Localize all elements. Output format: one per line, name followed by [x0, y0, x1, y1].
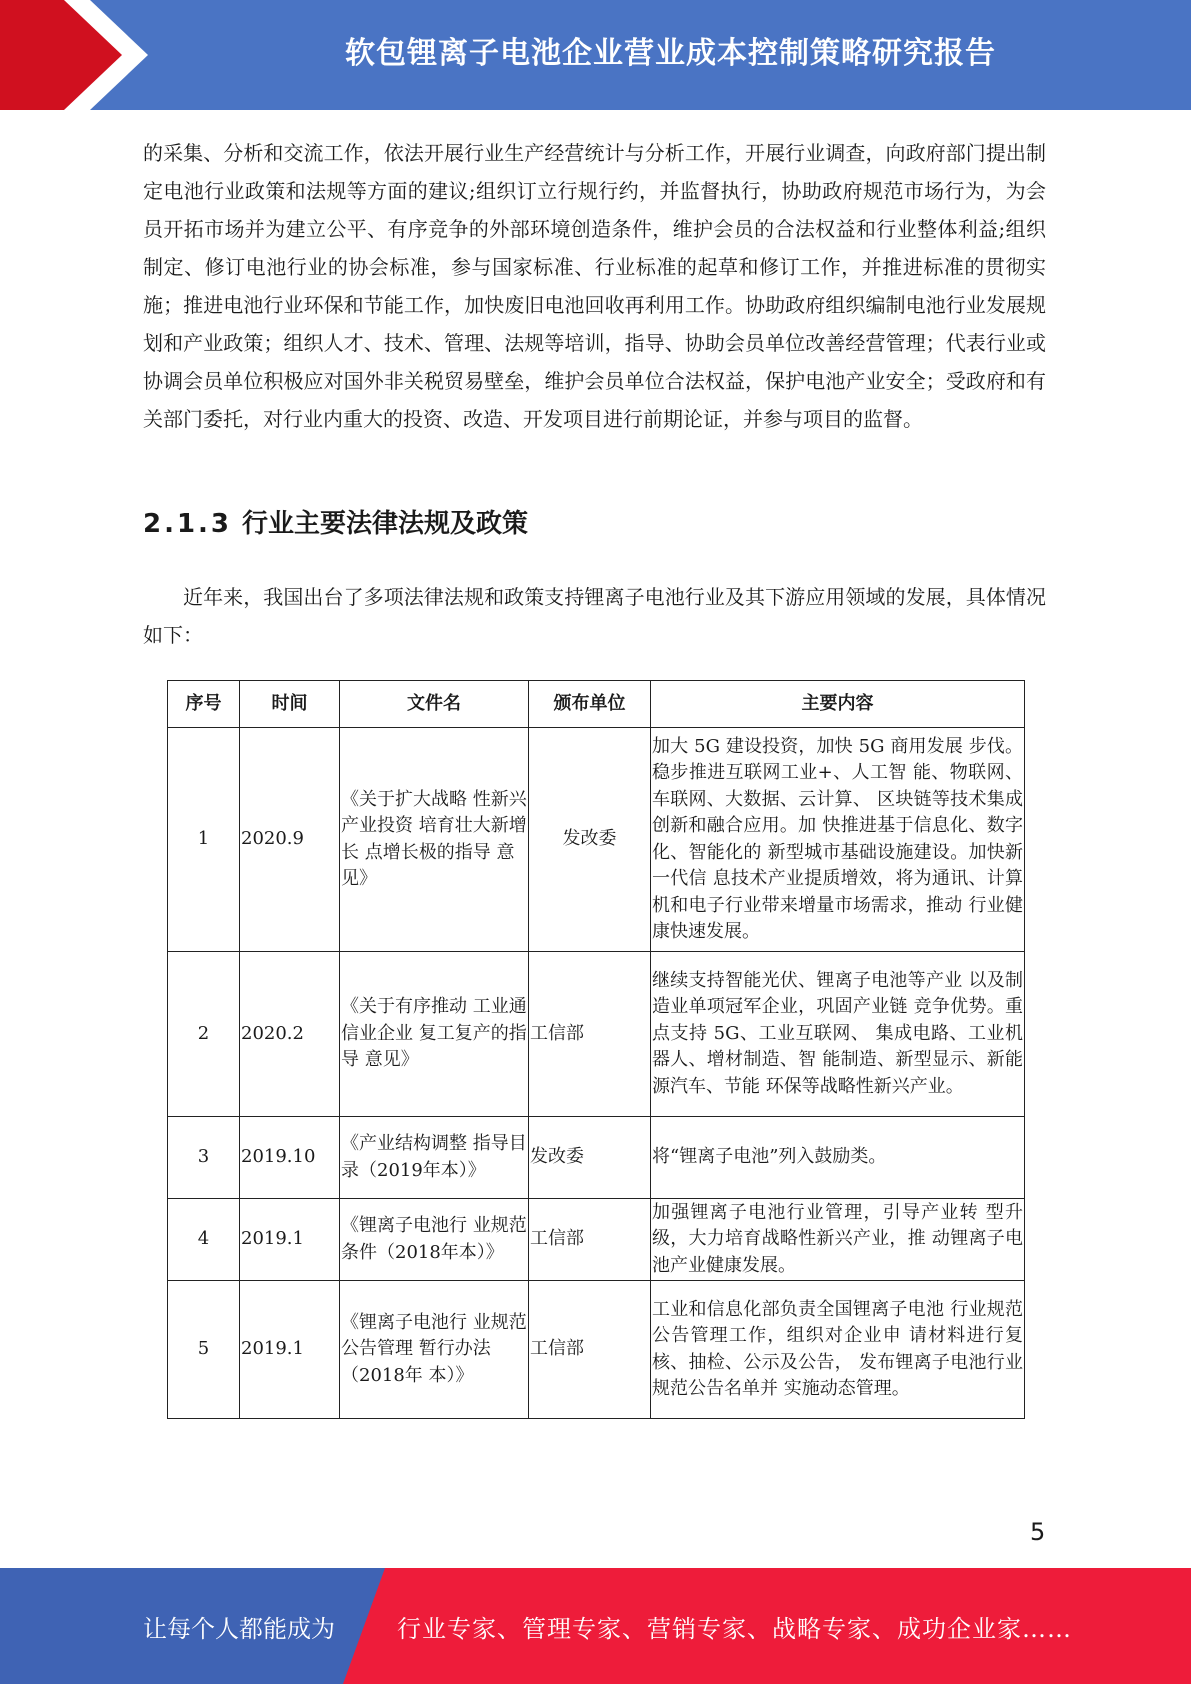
header-issuer: 颁布单位 [529, 681, 651, 728]
header-document-name: 文件名 [340, 681, 529, 728]
table-row [168, 952, 1025, 1117]
table-row [168, 1281, 1025, 1419]
table-row [168, 1199, 1025, 1281]
header-seq: 序号 [168, 681, 240, 728]
cell-document-name: 《锂离子电池行 业规范公告管理 暂行办法（2018年 本）》 [340, 1281, 529, 1419]
cell-main-content: 加大 5G 建设投资，加快 5G 商用发展 步伐。稳步推进互联网工业+、人工智 能、物联网、车联网、大数据、云计算、 区块链等技术集成创新和融合应用。加 快推进基于信息化、数字化、智能化的 新型城市基础设施建设。加快新一代信 息技术产业提质增效，将为通讯、计算机和电子行业带来增量市场需求，推动 行业健康快速发展。 [651, 728, 1025, 952]
cell-date: 2020.2 [240, 952, 340, 1117]
cell-document-name: 《关于扩大战略 性新兴产业投资 培育壮大新增长 点增长极的指导 意见》 [340, 728, 529, 952]
header-date: 时间 [240, 681, 340, 728]
header-main-content: 主要内容 [651, 681, 1025, 728]
body-paragraph-2: 近年来，我国出台了多项法律法规和政策支持锂离子电池行业及其下游应用领域的发展，具体情况如下： [143, 585, 1046, 647]
cell-main-content: 将“锂离子电池”列入鼓励类。 [651, 1117, 1025, 1199]
page-header [0, 0, 1191, 110]
table-row [168, 1117, 1025, 1199]
cell-main-content: 继续支持智能光伏、锂离子电池等产业 以及制造业单项冠军企业，巩固产业链 竞争优势。重点支持 5G、工业互联网、 集成电路、工业机器人、增材制造、智 能制造、新型显示、新能源汽车、节能 环保等战略性新兴产业。 [651, 952, 1025, 1117]
section-heading [143, 503, 528, 540]
cell-issuer: 工信部 [529, 1199, 651, 1281]
cell-date: 2019.1 [240, 1199, 340, 1281]
cell-document-name: 《关于有序推动 工业通信业企业 复工复产的指导 意见》 [340, 952, 529, 1117]
policy-table [167, 680, 1025, 1419]
section-title: 行业主要法律法规及政策 [242, 509, 529, 539]
report-title: 软包锂离子电池企业营业成本控制策略研究报告 [345, 36, 996, 71]
cell-seq: 4 [168, 1199, 240, 1281]
cell-issuer: 工信部 [529, 952, 651, 1117]
page-footer [0, 1568, 1191, 1684]
header-red-chevron [0, 0, 150, 110]
cell-date: 2019.10 [240, 1117, 340, 1199]
cell-document-name: 《锂离子电池行 业规范条件（2018年本）》 [340, 1199, 529, 1281]
footer-slogan-left: 让每个人都能成为 [143, 1614, 335, 1643]
cell-seq: 1 [168, 728, 240, 952]
section-number: 2.1.3 [143, 509, 233, 539]
table-row [168, 728, 1025, 952]
footer-slogan-right: 行业专家、管理专家、营销专家、战略专家、成功企业家…… [397, 1614, 1072, 1643]
cell-seq: 3 [168, 1117, 240, 1199]
cell-date: 2020.9 [240, 728, 340, 952]
cell-seq: 5 [168, 1281, 240, 1419]
cell-seq: 2 [168, 952, 240, 1117]
table-header-row [168, 681, 1025, 728]
page-number: 5 [1030, 1518, 1046, 1546]
cell-main-content: 工业和信息化部负责全国锂离子电池 行业规范公告管理工作，组织对企业申 请材料进行复核、抽检、公示及公告， 发布锂离子电池行业规范公告名单并 实施动态管理。 [651, 1281, 1025, 1419]
cell-issuer: 发改委 [529, 728, 651, 952]
cell-main-content: 加强锂离子电池行业管理，引导产业转 型升级，大力培育战略性新兴产业，推 动锂离子电池产业健康发展。 [651, 1199, 1025, 1281]
body-paragraph-1: 的采集、分析和交流工作，依法开展行业生产经营统计与分析工作，开展行业调查，向政府部门提出制定电池行业政策和法规等方面的建议;组织订立行规行约，并监督执行，协助政府规范市场行为，为会员开拓市场并为建立公平、有序竞争的外部环境创造条件，维护会员的合法权益和行业整体利益;组织制定、修订电池行业的协会标准，参与国家标准、行业标准的起草和修订工作，并推进标准的贯彻实施；推进电池行业环保和节能工作，加快废旧电池回收再利用工作。协助政府组织编制电池行业发展规划和产业政策；组织人才、技术、管理、法规等培训，指导、协助会员单位改善经营管理；代表行业或协调会员单位积极应对国外非关税贸易壁垒，维护会员单位合法权益，保护电池产业安全；受政府和有关部门委托，对行业内重大的投资、改造、开发项目进行前期论证，并参与项目的监督。 [143, 141, 1046, 431]
cell-document-name: 《产业结构调整 指导目录（2019年本）》 [340, 1117, 529, 1199]
cell-issuer: 工信部 [529, 1281, 651, 1419]
cell-issuer: 发改委 [529, 1117, 651, 1199]
cell-date: 2019.1 [240, 1281, 340, 1419]
